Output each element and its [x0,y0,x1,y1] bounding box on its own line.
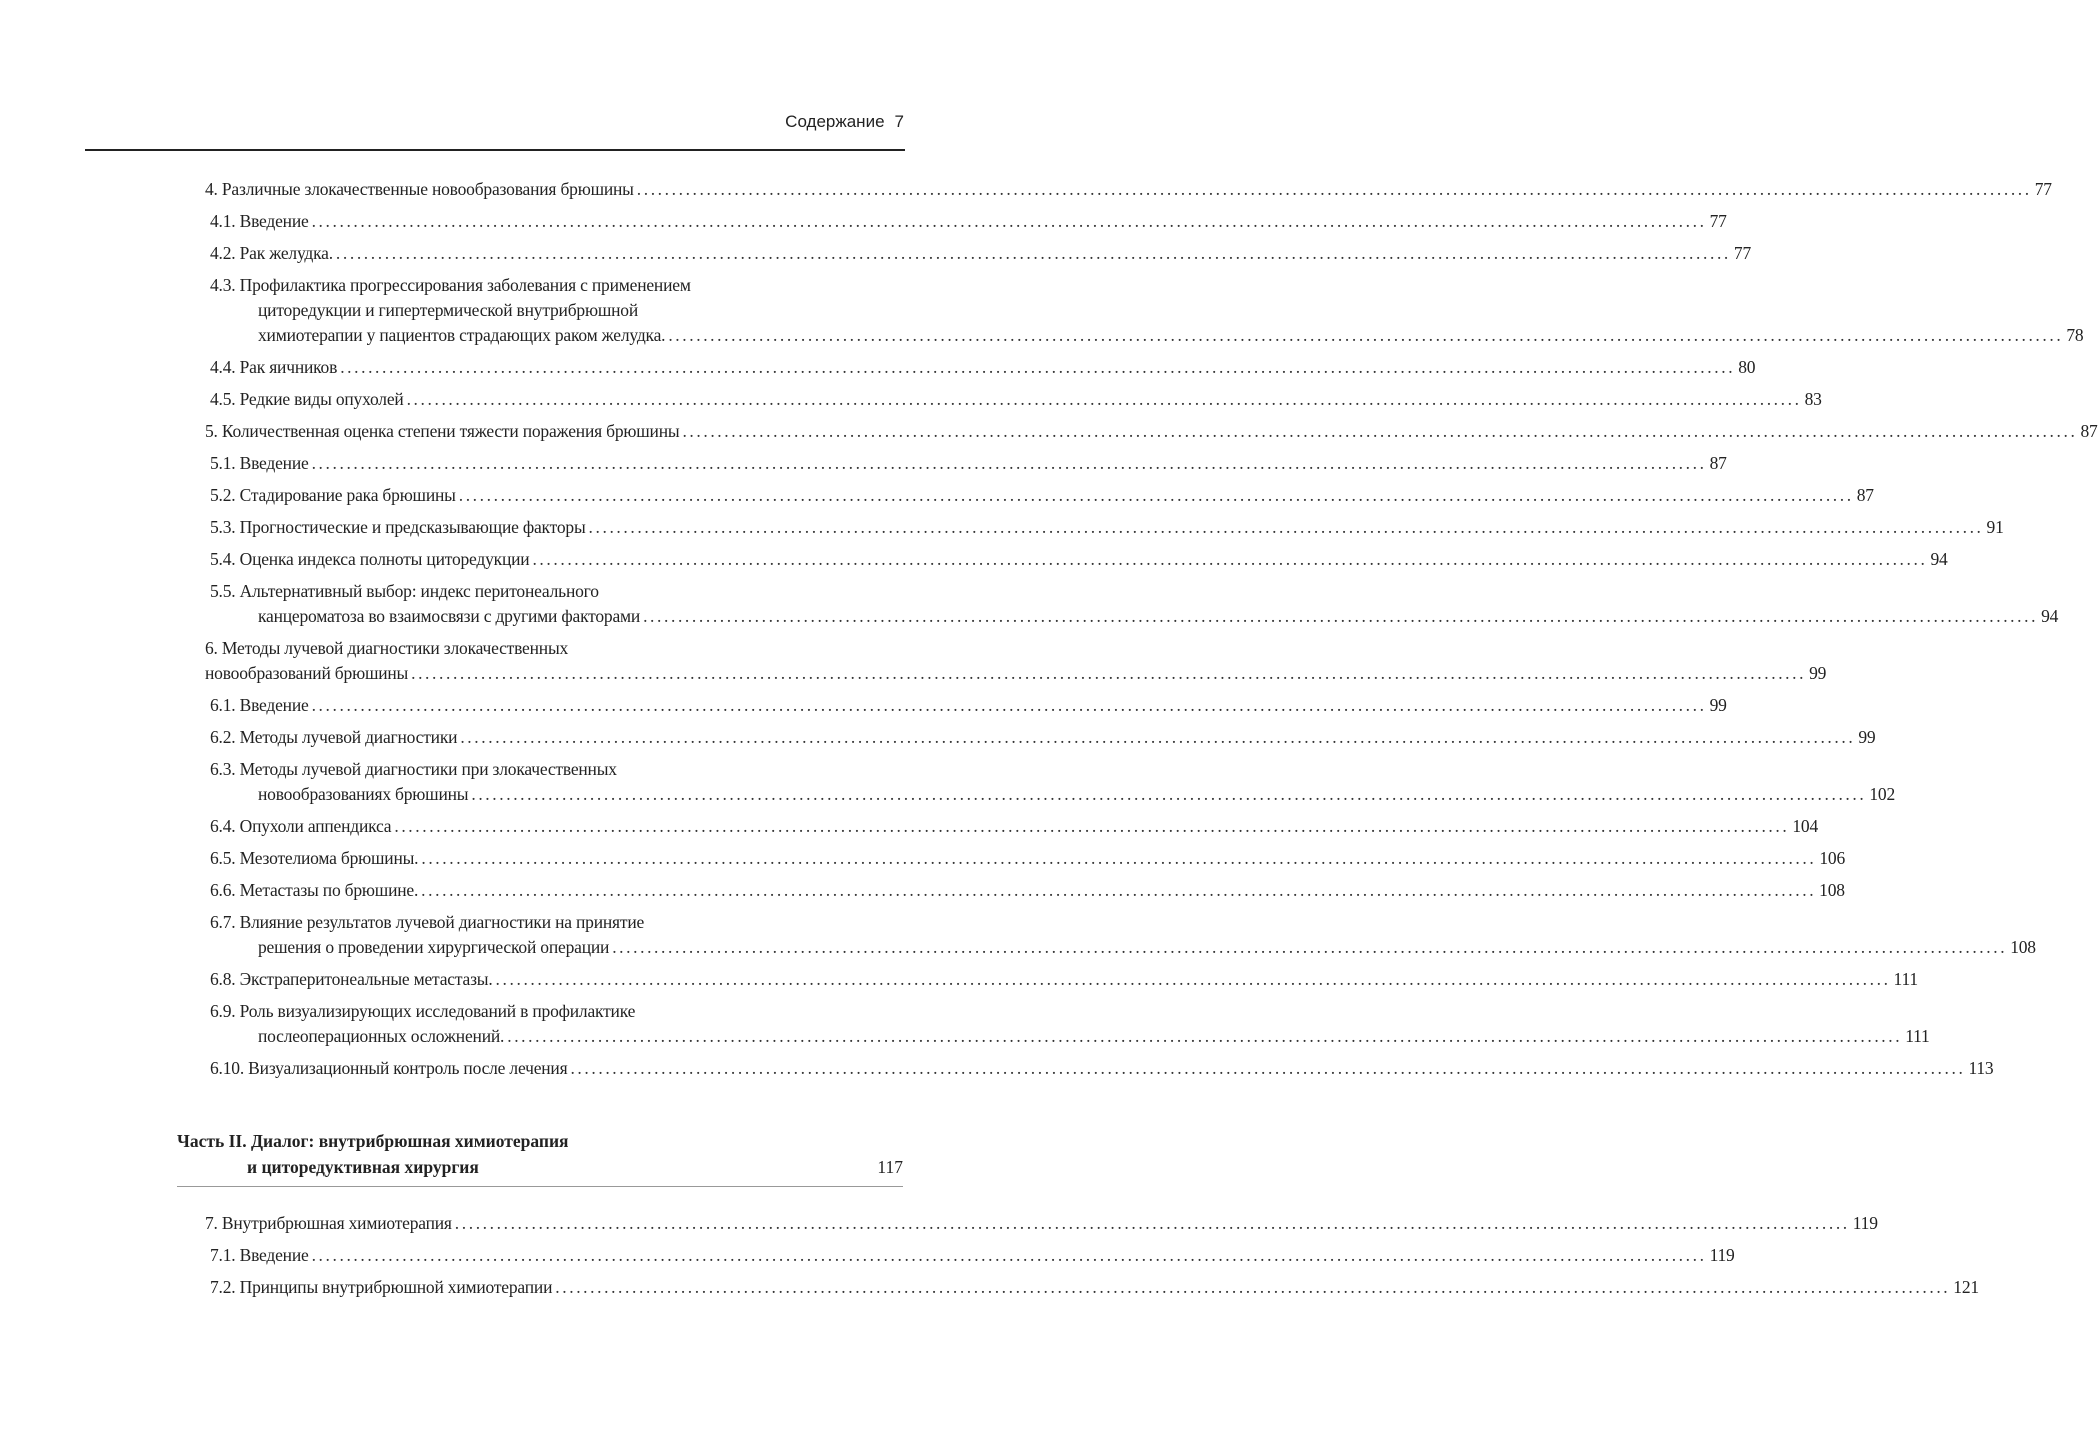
leader-dots: ........................................................................................................................................................................................................ [335,243,1731,263]
toc-page-number: 94 [2041,606,2059,626]
part-heading-line: Часть II. Диалог: внутрибрюшная химиотерапия [177,1131,569,1151]
toc-entry-title: 6.9. Роль визуализирующих исследований в профилактике [210,1001,636,1021]
toc-entry-title: канцероматоза во взаимосвязи с другими факторами [258,606,641,626]
toc-entry-line [210,1243,1735,1268]
toc-entry-title: 7.1. Введение [210,1245,309,1265]
toc-chapter-entry[interactable] [205,1211,1878,1236]
toc-entry-title: 6.3. Методы лучевой диагностики при злокачественных [210,759,617,779]
leader-dots: ........................................................................................................................................................................................................ [311,1245,1707,1265]
toc-entry-line [210,387,1822,412]
toc-page-number: 111 [1905,1026,1930,1046]
toc-section-entry[interactable] [205,483,1874,508]
toc-entry-title: 6. Методы лучевой диагностики злокачественных [205,638,569,658]
toc-entry-line [210,999,903,1024]
table-of-contents [205,177,2098,1088]
leader-dots: ........................................................................................................................................................................................................ [507,1026,1903,1046]
toc-entry-title: 5. Количественная оценка степени тяжести поражения брюшины [205,421,680,441]
toc-page-number: 77 [1733,243,1752,263]
toc-entry-line [210,757,903,782]
toc-entry-line [210,451,1727,476]
toc-entry-line [210,579,903,604]
toc-page-number: 111 [1893,969,1918,989]
toc-entry-title: решения о проведении хирургической операции [258,937,610,957]
leader-dots: ........................................................................................................................................................................................................ [555,1277,1951,1297]
toc-entry-title: химиотерапии у пациентов страдающих раком желудка. [258,325,666,345]
toc-page-number: 80 [1738,357,1756,377]
toc-entry-title: 6.10. Визуализационный контроль после лечения [210,1058,568,1078]
toc-entry-title: 4.3. Профилактика прогрессирования заболевания с применением [210,275,691,295]
toc-page-number: 108 [2010,937,2036,957]
toc-section-entry[interactable] [205,387,1822,412]
toc-entry-line [210,967,1918,992]
toc-section-entry[interactable] [205,1056,1994,1081]
leader-dots: ........................................................................................................................................................................................................ [668,325,2064,345]
leader-dots: ........................................................................................................................................................................................................ [532,549,1928,569]
toc-page-number: 87 [1856,485,1874,505]
toc-entry-title: 6.4. Опухоли аппендикса [210,816,392,836]
toc-section-entry[interactable] [205,910,2036,960]
toc-page-number: 99 [1858,727,1876,747]
toc-entry-title: 4.2. Рак желудка. [210,243,333,263]
toc-entry-title: 4.1. Введение [210,211,309,231]
toc-entry-title: 6.5. Мезотелиома брюшины. [210,848,419,868]
toc-page-number: 77 [1709,211,1727,231]
toc-entry-line [210,604,2059,629]
toc-section-entry[interactable] [205,967,1918,992]
leader-dots: ........................................................................................................................................................................................................ [311,211,1707,231]
toc-entry-line [210,483,1874,508]
toc-entry-title: 4.5. Редкие виды опухолей [210,389,404,409]
part-heading-line: и циторедуктивная хирургия [247,1157,479,1177]
toc-page-number: 91 [1986,517,2004,537]
toc-page-number: 121 [1953,1277,1979,1297]
leader-dots: ........................................................................................................................................................................................................ [588,517,1984,537]
toc-entry-title: 5.2. Стадирование рака брюшины [210,485,456,505]
toc-entry-line [210,1056,1994,1081]
toc-entry-line [210,935,2036,960]
toc-section-entry[interactable] [205,241,1752,266]
running-head-page-number: 7 [894,112,904,131]
leader-dots: ........................................................................................................................................................................................................ [471,784,1867,804]
toc-entry-line [210,515,2004,540]
toc-entry-title: 6.6. Метастазы по брюшине. [210,880,419,900]
toc-entry-title: 5.5. Альтернативный выбор: индекс перитонеального [210,581,599,601]
toc-section-entry[interactable] [205,999,1930,1049]
toc-page-number: 87 [2080,421,2098,441]
toc-section-entry[interactable] [205,757,1895,807]
toc-section-entry[interactable] [205,693,1727,718]
toc-entry-line [210,1275,1979,1300]
leader-dots: ........................................................................................................................................................................................................ [570,1058,1966,1078]
toc-page-number: 94 [1930,549,1948,569]
toc-entry-line [210,355,1756,380]
toc-entry-title: 6.1. Введение [210,695,309,715]
leader-dots: ........................................................................................................................................................................................................ [458,485,1854,505]
toc-entry-line [210,693,1727,718]
toc-section-entry[interactable] [205,579,2059,629]
running-head-title: Содержание [785,112,885,131]
toc-page-number: 99 [1709,695,1727,715]
toc-section-entry[interactable] [205,1275,1979,1300]
toc-page-number: 113 [1968,1058,1994,1078]
toc-entry-title: циторедукции и гипертермической внутрибрюшной [258,300,638,320]
leader-dots: ........................................................................................................................................................................................................ [394,816,1790,836]
toc-entry-line [210,547,1948,572]
leader-dots: ........................................................................................................................................................................................................ [495,969,1891,989]
toc-chapter-entry[interactable] [205,177,2052,202]
toc-entry-line [210,273,903,298]
table-of-contents-continued [205,1211,1979,1307]
toc-entry-title: 4.4. Рак яичников [210,357,338,377]
toc-entry-line [210,910,903,935]
toc-entry-title: новообразованиях брюшины [258,784,469,804]
toc-page-number: 102 [1869,784,1895,804]
toc-entry-line [210,323,2084,348]
leader-dots: ........................................................................................................................................................................................................ [454,1213,1850,1233]
toc-page-number: 106 [1819,848,1846,868]
toc-entry-title: 5.1. Введение [210,453,309,473]
toc-entry-title: 6.8. Экстраперитонеальные метастазы. [210,969,493,989]
toc-entry-title: 5.4. Оценка индекса полноты циторедукции [210,549,530,569]
leader-dots: ........................................................................................................................................................................................................ [340,357,1736,377]
toc-entry-line [210,298,903,323]
leader-dots: ........................................................................................................................................................................................................ [311,695,1707,715]
toc-chapter-entry[interactable] [205,636,1827,686]
toc-entry-title: 5.3. Прогностические и предсказывающие факторы [210,517,586,537]
leader-dots: ........................................................................................................................................................................................................ [682,421,2078,441]
toc-section-entry[interactable] [205,547,1948,572]
toc-entry-line [205,177,2052,202]
toc-section-entry[interactable] [205,451,1727,476]
toc-entry-line [210,782,1895,807]
running-head [775,112,904,132]
part-heading [177,1128,903,1180]
toc-section-entry[interactable] [205,814,1818,839]
toc-section-entry[interactable] [205,725,1876,750]
toc-page-number: 99 [1809,663,1827,683]
toc-section-entry[interactable] [205,846,1846,871]
header-rule [85,149,905,151]
toc-page-number: 78 [2066,325,2084,345]
leader-dots: ........................................................................................................................................................................................................ [421,880,1817,900]
toc-section-entry[interactable] [205,1243,1735,1268]
toc-entry-title: 6.7. Влияние результатов лучевой диагностики на принятие [210,912,645,932]
toc-entry-line [210,725,1876,750]
toc-entry-line [205,419,2098,444]
toc-entry-line [205,1211,1878,1236]
leader-dots: ........................................................................................................................................................................................................ [421,848,1817,868]
toc-page-number: 119 [1852,1213,1878,1233]
toc-entry-title: 4. Различные злокачественные новообразования брюшины [205,179,634,199]
toc-page-number: 108 [1819,880,1845,900]
leader-dots: ........................................................................................................................................................................................................ [460,727,1856,747]
toc-section-entry[interactable] [205,878,1845,903]
toc-entry-line [210,878,1845,903]
toc-entry-line [205,661,1827,686]
toc-entry-line [210,209,1727,234]
toc-entry-line [205,636,903,661]
toc-section-entry[interactable] [205,209,1727,234]
toc-entry-line [210,814,1818,839]
leader-dots: ........................................................................................................................................................................................................ [406,389,1802,409]
toc-entry-line [210,241,1752,266]
toc-entry-title: новообразований брюшины [205,663,409,683]
leader-dots: ........................................................................................................................................................................................................ [612,937,2008,957]
toc-entry-line [210,1024,1930,1049]
part-rule [177,1186,903,1187]
leader-dots: ........................................................................................................................................................................................................ [311,453,1707,473]
toc-entry-title: 7. Внутрибрюшная химиотерапия [205,1213,452,1233]
toc-page-number: 104 [1792,816,1818,836]
toc-section-entry[interactable] [205,273,2084,348]
toc-entry-title: послеоперационных осложнений. [258,1026,505,1046]
toc-page-number: 83 [1804,389,1822,409]
toc-section-entry[interactable] [205,355,1756,380]
toc-page-number: 119 [1709,1245,1735,1265]
toc-section-entry[interactable] [205,515,2004,540]
toc-entry-title: 7.2. Принципы внутрибрюшной химиотерапии [210,1277,553,1297]
toc-entry-line [210,846,1846,871]
toc-chapter-entry[interactable] [205,419,2098,444]
leader-dots: ........................................................................................................................................................................................................ [643,606,2039,626]
part-page-number: 117 [877,1157,903,1177]
toc-page-number: 77 [2034,179,2052,199]
toc-entry-title: 6.2. Методы лучевой диагностики [210,727,458,747]
leader-dots: ........................................................................................................................................................................................................ [411,663,1807,683]
toc-page-number: 87 [1709,453,1727,473]
leader-dots: ........................................................................................................................................................................................................ [636,179,2032,199]
